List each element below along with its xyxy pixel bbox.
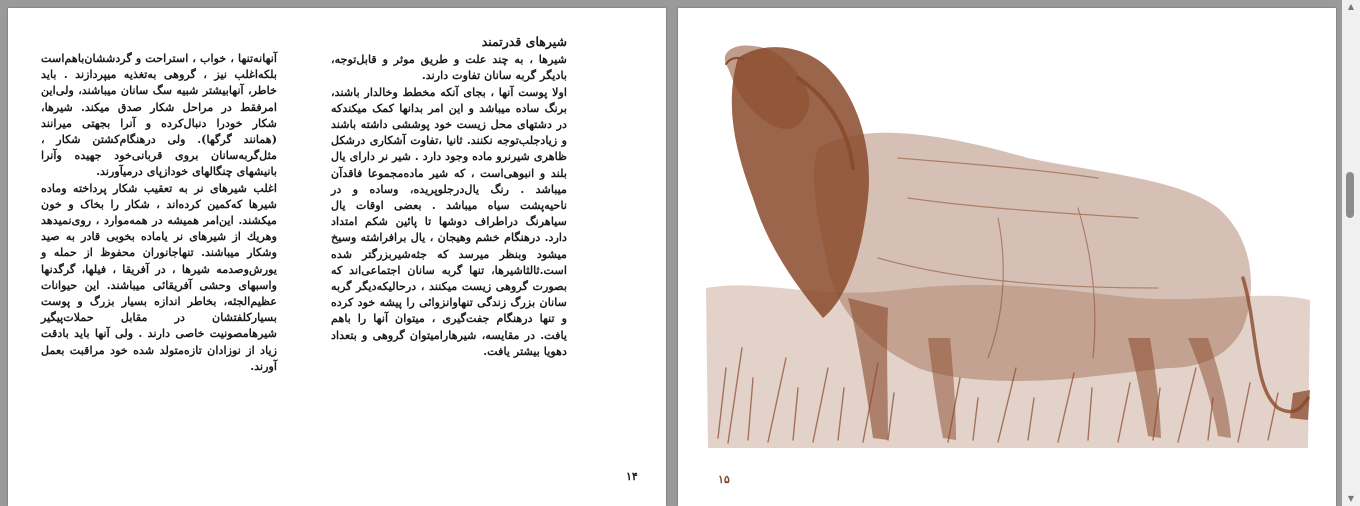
paragraph: آنهانه‌تنها ، خواب ، استراحت و گردششان‌باهم‌است بلکه‌اغلب نیز ، گروهی به‌تغذیه میپردازند . باید خاطر، آنهابیشتر شبیه سگ سانان میباشند، ولی‌این امرفقط در مراحل شکار صدق میکند. شیرها، شکار خودرا دنبال‌کرده و آنرا بجهتی میرانند (همانند گرگها). ولی درهنگام‌کشتن شکار ، مثل‌گربه‌سانان بروی قربانی‌خود جهیده وآنرا بانیشهای چنگالهای خودازپای درمیآورند. (41, 51, 277, 179)
text-column-left (41, 50, 277, 374)
paragraph: شیرها ، به چند علت و طریق موثر و قابل‌توجه، بادیگر گربه سانان تفاوت دارند. (331, 52, 567, 83)
paragraph: اغلب شیرهای نر به تعقیب شکار پرداخته وماده شیرها که‌کمین کرده‌اند ، شکار را بخاک و خون میکشند. این‌امر همیشه در همه‌موارد ، روی‌نمیدهد وهریك از شیرهای نر یاماده بخوبی قادر به صید وشکار میباشند. تنهاجانوران محفوظ از حمله و یورش‌وصدمه شیرها ، در آفریقا ، فیلها، گرگدنها واسبهای وحشی آفریقائی میباشند. این حیوانات عظیم‌الجثه، بخاطر اندازه بسیار بزرگ و پوست بسیارکلفتشان در مقابل حملات‌پیگیر شیرهامصونیت خاصی دارند . ولی آنها باید بادقت زیاد از نوزادان تازه‌متولد شده خود مراقبت بعمل آورند. (41, 180, 277, 373)
triangle-up-icon[interactable]: ▲ (1347, 2, 1355, 11)
section-heading: شیرهای قدرتمند (481, 34, 567, 49)
page-number: ۱۴ (626, 470, 638, 483)
triangle-down-icon[interactable]: ▼ (1347, 494, 1355, 503)
page-right (678, 8, 1336, 506)
vertical-scrollbar[interactable] (1342, 0, 1360, 506)
page-left (8, 8, 666, 506)
scrollbar-thumb[interactable] (1346, 172, 1354, 218)
lion-illustration (698, 38, 1318, 468)
text-column-right (331, 34, 567, 359)
page-number: ۱۵ (718, 473, 730, 486)
paragraph: اولا پوست آنها ، بجای آنکه مخطط وخالدار باشند، برنگ ساده میباشد و این امر بدانها کمک میکندکه در دشتهای محل زیست خود پوششی داشته باشند و زیادجلب‌توجه نکنند. ثانیا ،تفاوت آشکاری درشکل ظاهری شیرنرو ماده وجود دارد . شیر نر دارای یال بلند و انبوهی‌است ، که شیر ماده‌مجموعا فاقدآن میباشد . رنگ یال‌درجلوپریده، وساده و در ناحیه‌پشت سیاه میباشد . بعضی اوقات یال سیاهرنگ دراطراف دوشها تا پائین شکم امتداد دارد. درهنگام خشم وهیجان ، یال برافراشته وسیخ میشود وبنظر میرسد که جثه‌شیربزرگتر شده است.ثالثا‌شیرها، تنها گربه سانان اجتماعی‌اند که بصورت گروهی زیست میکنند ، درحالیکه‌دیگر گربه سانان بزرگ زندگی تنهاوانزوائی را پیشه خود کرده و تنها درهنگام جفت‌گیری ، میتوان آنها را باهم یافت. در مقایسه، شیرهارامیتوان گروهی و بتعداد دهویا بیشتر یافت. (331, 84, 567, 358)
